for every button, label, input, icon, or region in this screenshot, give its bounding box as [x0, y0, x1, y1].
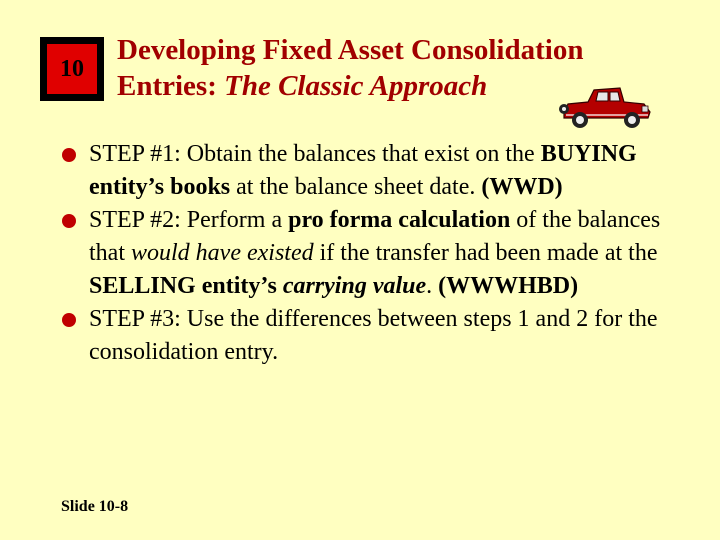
- title-line-2-italic: The Classic Approach: [224, 70, 488, 102]
- step-2-label: STEP #2:: [89, 207, 181, 233]
- step-2-emphasis-2: SELLING entity’s: [89, 273, 283, 299]
- step-2-text-3: if the transfer had been made at the: [313, 240, 658, 266]
- chapter-number-badge: [40, 37, 104, 101]
- antique-car-icon: [558, 82, 654, 130]
- step-1-emphasis: BUYING entity’s books: [89, 141, 637, 200]
- bullet-step-3: [62, 303, 702, 369]
- step-2-bold-italic: carrying value: [282, 273, 427, 299]
- title-line-1: Developing Fixed Asset Consolidation: [117, 34, 584, 66]
- step-1-text: Obtain the balances that exist on the: [180, 141, 541, 167]
- step-2-emphasis: pro forma calculation: [288, 207, 511, 233]
- bullet-dot-icon: [62, 214, 76, 228]
- bullet-list: [62, 138, 702, 369]
- slide-number: Slide 10-8: [61, 498, 129, 515]
- step-1-acronym: (WWD): [481, 174, 563, 200]
- title-line-2: [117, 68, 583, 104]
- bullet-dot-icon: [62, 313, 76, 327]
- step-2-text-4: .: [426, 273, 439, 299]
- slide-title: [117, 32, 583, 104]
- step-2-italic: would have existed: [131, 240, 314, 266]
- title-line-2-plain: Entries:: [117, 70, 225, 102]
- step-1-label: STEP #1:: [89, 141, 181, 167]
- bullet-step-1: [62, 138, 702, 204]
- step-2-acronym: (WWWHBD): [438, 273, 579, 299]
- step-2-text-2: of the balances that: [89, 207, 661, 266]
- bullet-dot-icon: [62, 148, 76, 162]
- step-3-text: Use the differences between steps 1 and 2 for the consolidation entry.: [89, 306, 658, 365]
- step-3-label: STEP #3:: [89, 306, 181, 332]
- chapter-number: 10: [47, 44, 97, 94]
- step-2-text: Perform a: [180, 207, 289, 233]
- step-1-text-2: at the balance sheet date.: [230, 174, 482, 200]
- bullet-step-2: [62, 204, 702, 303]
